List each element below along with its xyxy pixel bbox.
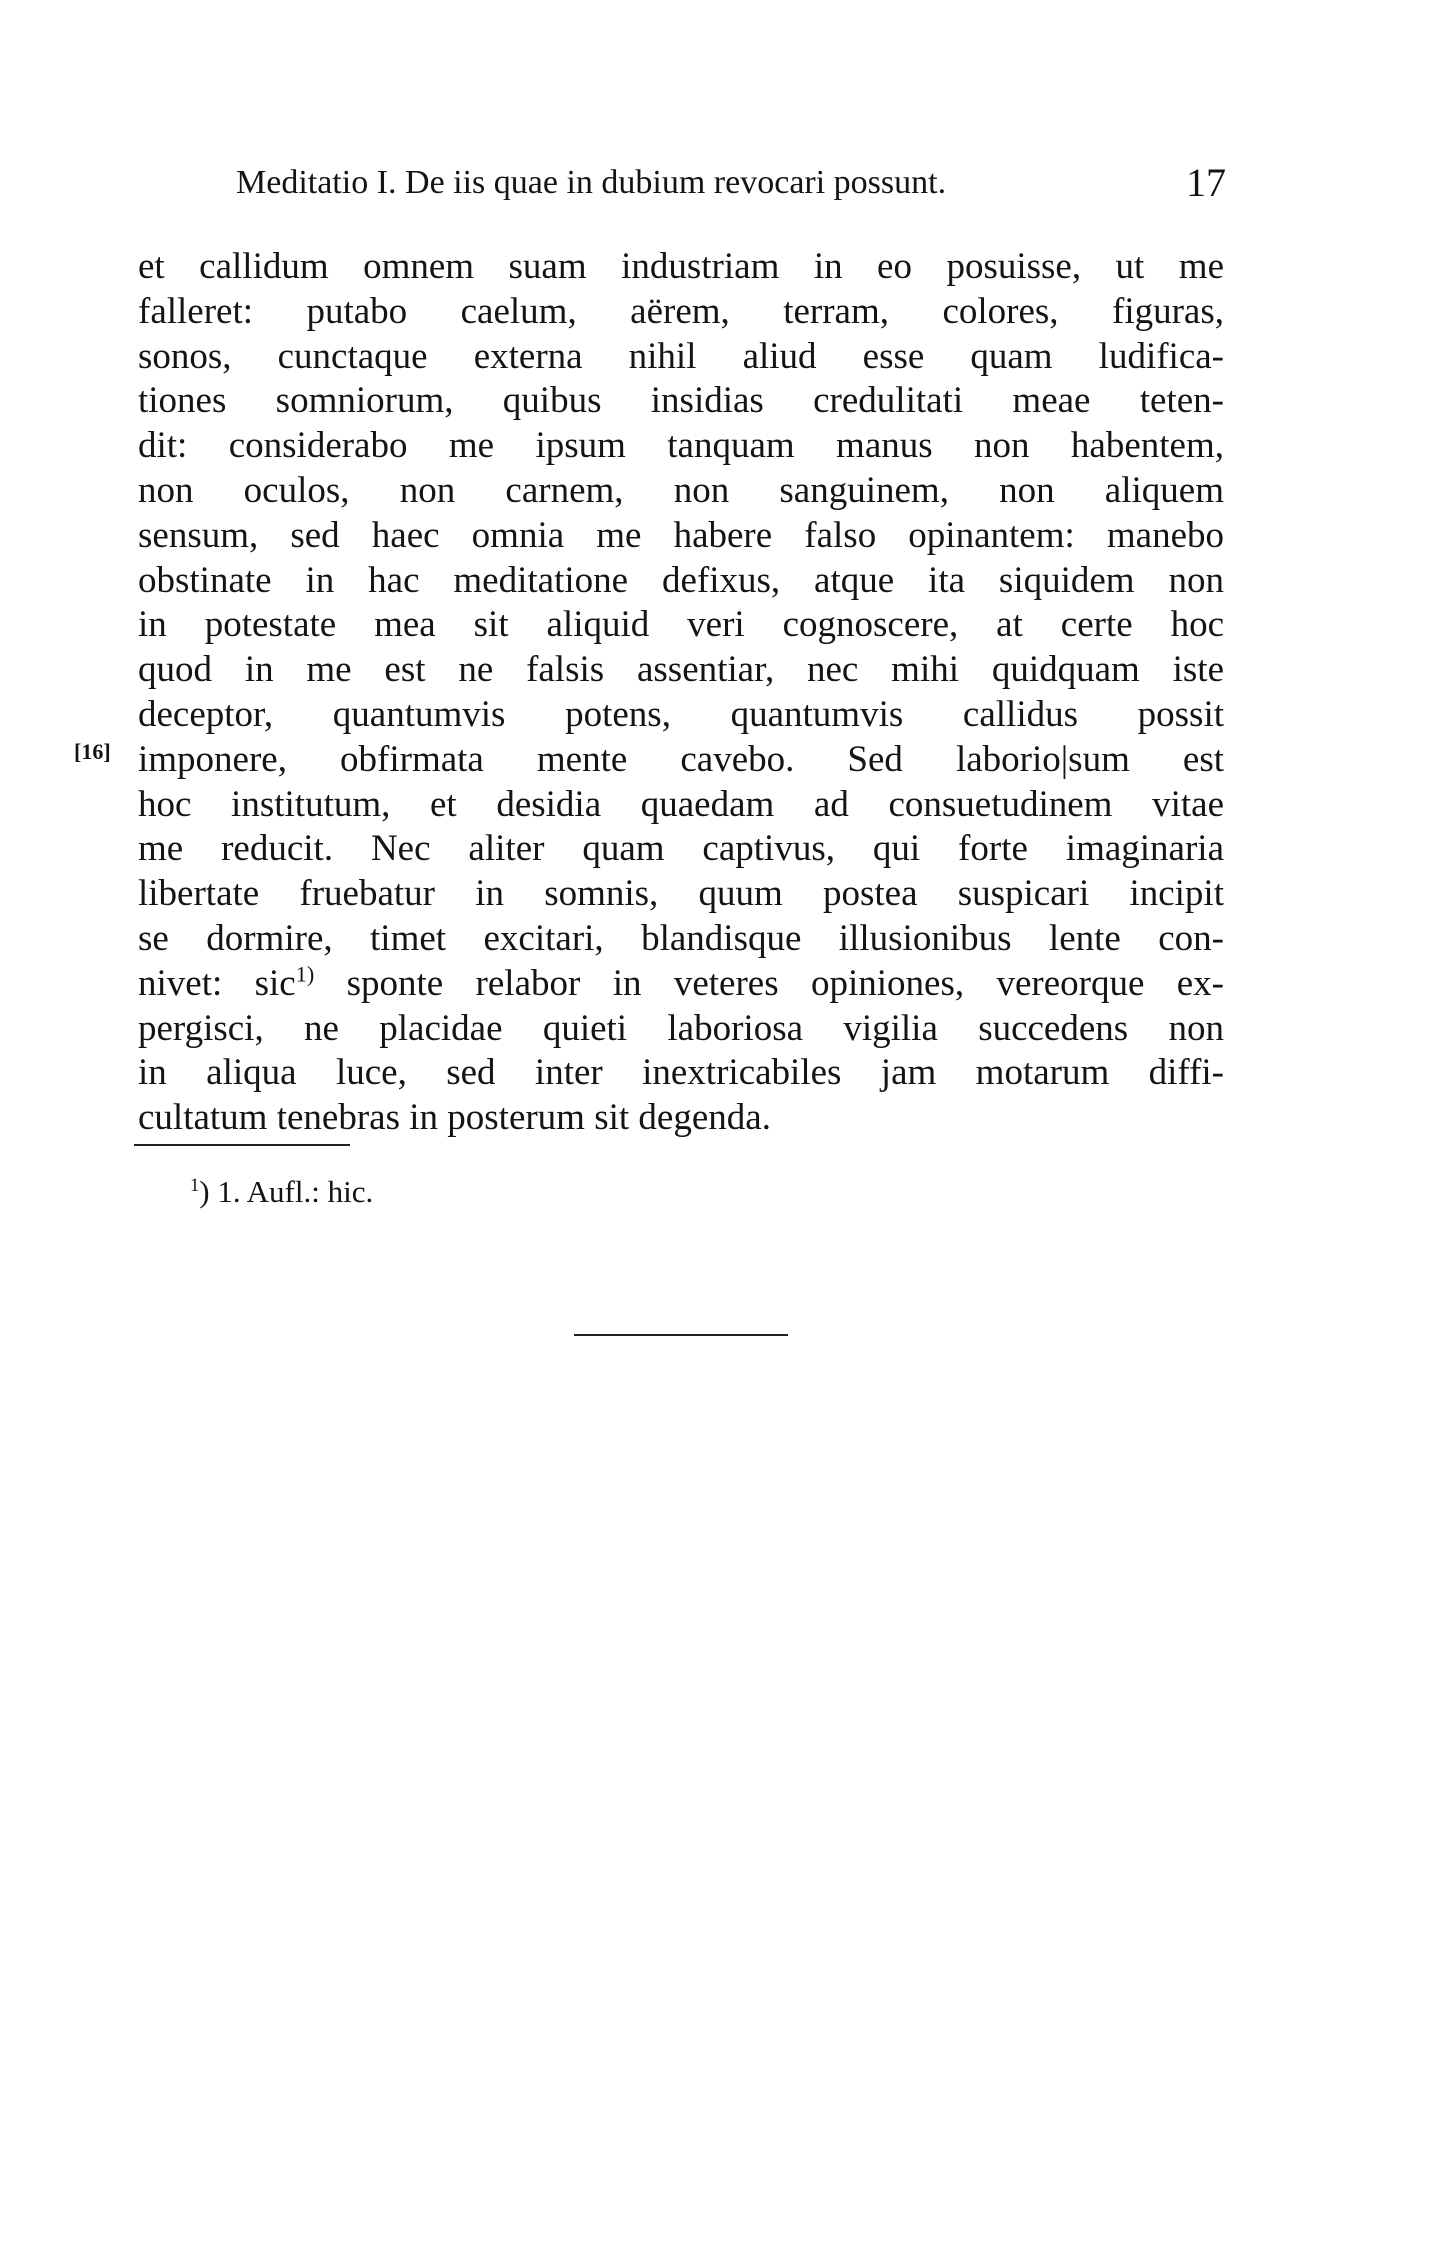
- running-title: Meditatio I. De iis quae in dubium revocari possunt.: [236, 164, 947, 201]
- footnote-text: ) 1. Aufl.: hic.: [199, 1174, 374, 1209]
- footnote-reference-marker: 1): [295, 961, 315, 987]
- section-end-rule: [574, 1334, 788, 1336]
- text-line: sonos, cunctaque externa nihil aliud esse quam ludifica-: [138, 335, 1224, 377]
- body-text: [138, 245, 1224, 1141]
- footnote: [190, 1170, 373, 1214]
- text-line: deceptor, quantumvis potens, quantumvis callidus possit: [138, 693, 1224, 735]
- text-line-with-footnote: [138, 962, 1224, 1007]
- line-text-after-marker: sponte relabor in veteres opiniones, vereorque ex-: [314, 962, 1224, 1004]
- text-line: in potestate mea sit aliquid veri cognoscere, at certe hoc: [138, 604, 1224, 646]
- text-line: non oculos, non carnem, non sanguinem, non aliquem: [138, 469, 1224, 511]
- text-line: tiones somniorum, quibus insidias credulitati meae teten-: [138, 380, 1224, 422]
- margin-page-reference: [16]: [74, 739, 111, 764]
- text-line: sensum, sed haec omnia me habere falso opinantem: manebo: [138, 514, 1224, 556]
- text-line: se dormire, timet excitari, blandisque illusionibus lente con-: [138, 917, 1224, 959]
- text-line: obstinate in hac meditatione defixus, atque ita siquidem non: [138, 559, 1224, 601]
- text-line: hoc institutum, et desidia quaedam ad consuetudinem vitae: [138, 783, 1224, 825]
- text-line: imponere, obfirmata mente cavebo. Sed laborio|sum est: [138, 738, 1224, 780]
- text-line: me reducit. Nec aliter quam captivus, qui forte imaginaria: [138, 828, 1224, 870]
- text-line: quod in me est ne falsis assentiar, nec mihi quidquam iste: [138, 649, 1224, 691]
- text-line: falleret: putabo caelum, aërem, terram, colores, figuras,: [138, 290, 1224, 332]
- text-line: et callidum omnem suam industriam in eo posuisse, ut me: [138, 246, 1224, 287]
- text-line: in aliqua luce, sed inter inextricabiles jam motarum diffi-: [138, 1052, 1224, 1094]
- text-line: pergisci, ne placidae quieti laboriosa vigilia succedens non: [138, 1007, 1224, 1049]
- footnote-divider: [134, 1144, 350, 1146]
- text-line: libertate fruebatur in somnis, quum postea suspicari incipit: [138, 873, 1224, 915]
- running-head: [236, 158, 1226, 208]
- text-line-final: cultatum tenebras in posterum sit degenda.: [138, 1097, 771, 1139]
- page-number: 17: [1186, 160, 1226, 205]
- line-text-before-marker: nivet: sic: [138, 962, 296, 1004]
- footnote-marker: 1: [190, 1174, 200, 1196]
- text-line: dit: considerabo me ipsum tanquam manus non habentem,: [138, 425, 1224, 467]
